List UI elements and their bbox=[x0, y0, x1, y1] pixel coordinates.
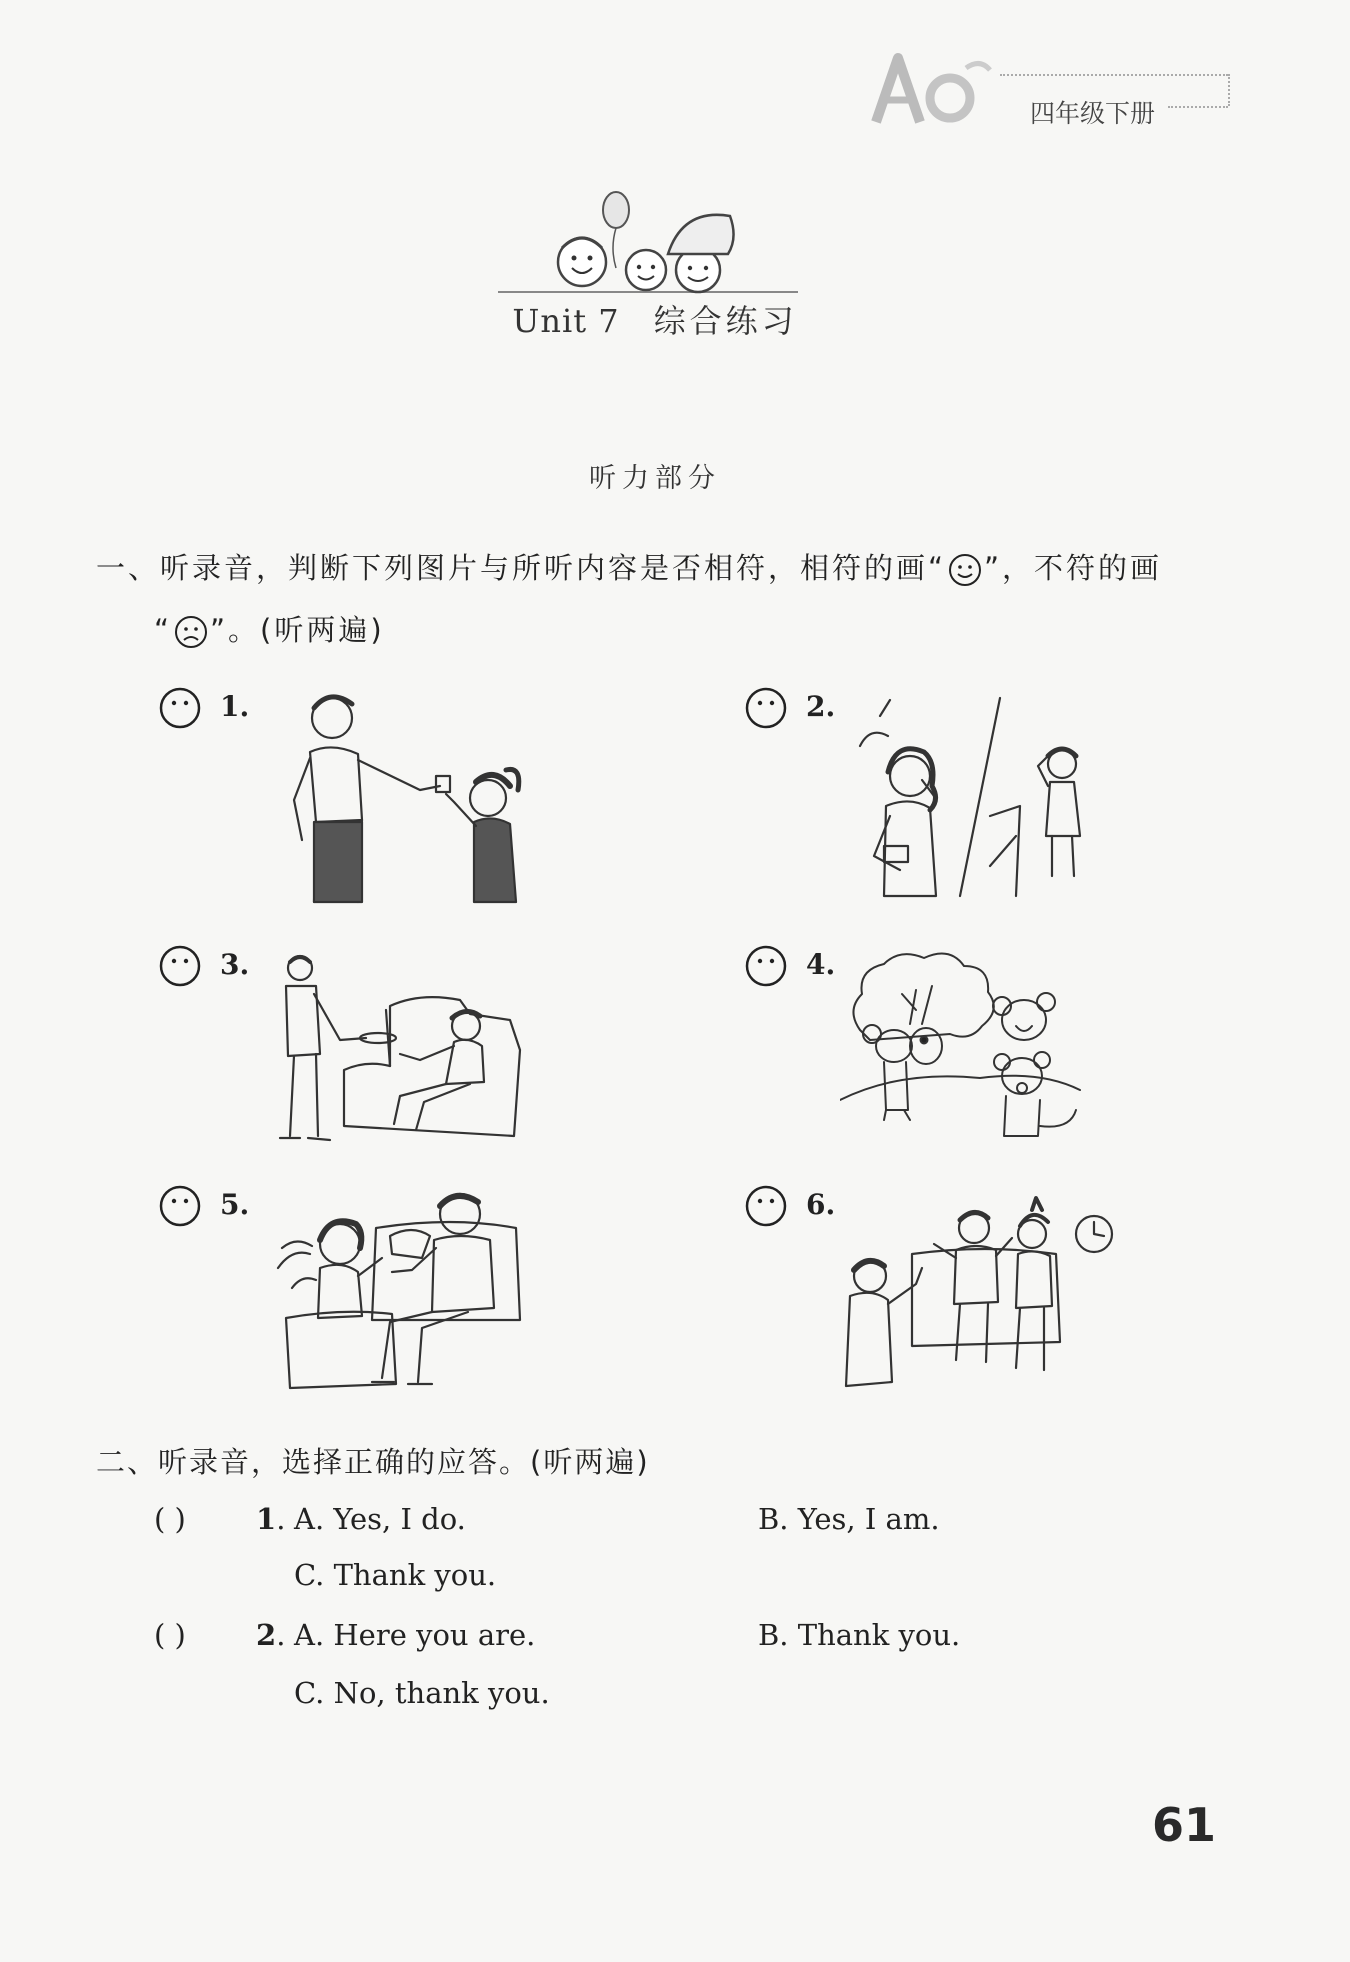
option-b[interactable]: B. Thank you. bbox=[758, 1618, 961, 1652]
option-b[interactable]: B. Yes, I am. bbox=[758, 1502, 940, 1536]
illustration-man-giving-cup-to-girl bbox=[270, 690, 540, 906]
answer-face-circle[interactable] bbox=[744, 944, 788, 988]
kids-illustration bbox=[498, 188, 798, 300]
answer-face-circle[interactable] bbox=[158, 944, 202, 988]
unit-name: 综合练习 bbox=[653, 302, 798, 340]
illustration-boy-and-man-on-sofa bbox=[272, 1188, 524, 1400]
sad-face-icon bbox=[174, 615, 208, 649]
option-c[interactable]: C. Thank you. bbox=[294, 1558, 497, 1592]
part2-instruction: 二、听录音，选择正确的应答。(听两遍) bbox=[96, 1445, 650, 1479]
answer-face-circle[interactable] bbox=[158, 1184, 202, 1228]
option-a[interactable]: A. Here you are. bbox=[294, 1618, 536, 1652]
illustration-mice-in-park bbox=[840, 950, 1090, 1146]
instruction-text: ”。(听两遍) bbox=[210, 613, 385, 647]
instruction-text: “ bbox=[154, 613, 173, 647]
illustration-boy-on-sofa bbox=[270, 950, 530, 1146]
smiley-face-icon bbox=[948, 553, 982, 587]
grade-label: 四年级下册 bbox=[1030, 99, 1156, 128]
item-number: 4. bbox=[806, 948, 836, 981]
illustration-phone-call bbox=[840, 696, 1090, 906]
item-number: 5. bbox=[220, 1188, 250, 1221]
answer-face-circle[interactable] bbox=[744, 1184, 788, 1228]
answer-bracket[interactable]: ( ) bbox=[154, 1502, 186, 1536]
item-number: 1. bbox=[220, 690, 250, 723]
option-c[interactable]: C. No, thank you. bbox=[294, 1676, 550, 1710]
header-dotted-line bbox=[1168, 106, 1228, 108]
option-a[interactable]: A. Yes, I do. bbox=[294, 1502, 466, 1536]
answer-bracket[interactable]: ( ) bbox=[154, 1618, 186, 1652]
unit-number: Unit 7 bbox=[512, 302, 620, 340]
illustration-family-greeting bbox=[836, 1192, 1116, 1400]
unit-title bbox=[0, 296, 1310, 342]
question-number: 2. bbox=[256, 1618, 286, 1652]
part1-instruction-line1 bbox=[96, 546, 1162, 587]
question-number: 1. bbox=[256, 1502, 286, 1536]
header-dotted-line bbox=[1000, 74, 1228, 76]
book-logo-icon bbox=[868, 48, 1008, 128]
part1-instruction-line2 bbox=[154, 608, 385, 649]
item-number: 3. bbox=[220, 948, 250, 981]
header-dotted-line bbox=[1228, 74, 1230, 106]
page-number: 61 bbox=[1152, 1798, 1217, 1852]
section-heading: 听力部分 bbox=[589, 463, 721, 494]
item-number: 2. bbox=[806, 690, 836, 723]
instruction-text: 一、听录音，判断下列图片与所听内容是否相符，相符的画“ bbox=[96, 551, 947, 585]
answer-face-circle[interactable] bbox=[158, 686, 202, 730]
instruction-text: ”，不符的画 bbox=[984, 551, 1163, 585]
item-number: 6. bbox=[806, 1188, 836, 1221]
answer-face-circle[interactable] bbox=[744, 686, 788, 730]
